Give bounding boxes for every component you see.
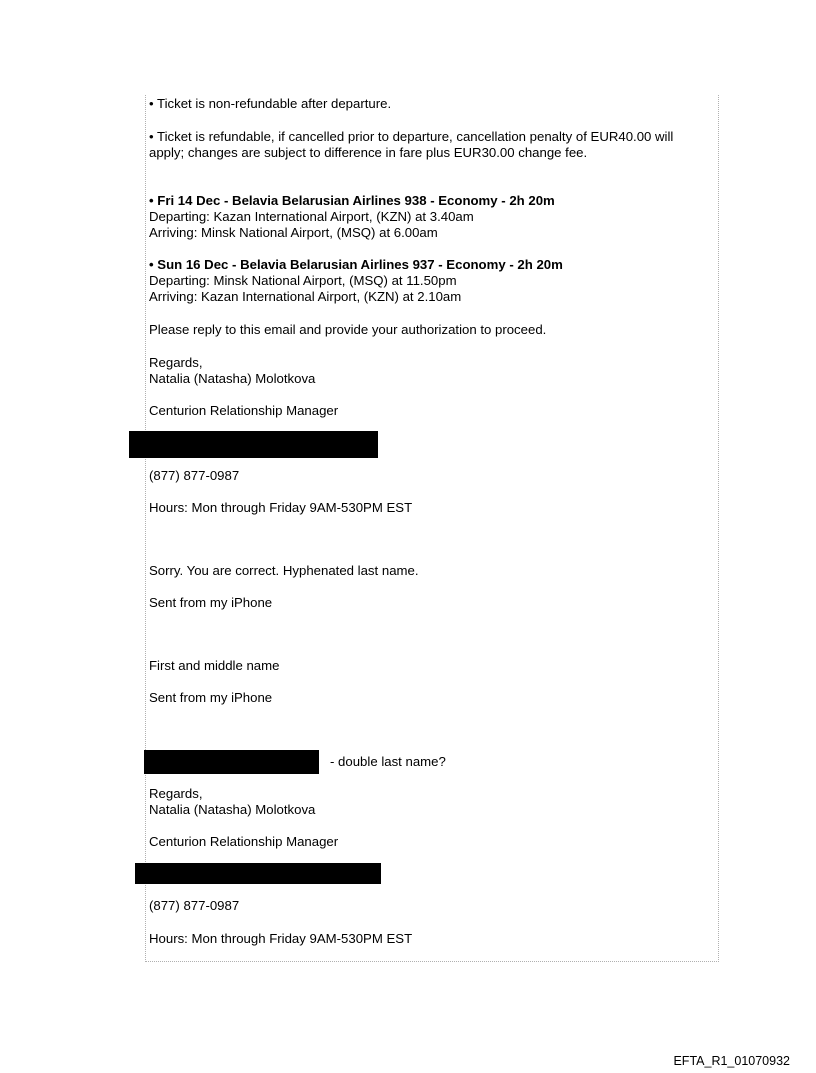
- ticket-refundable-term-line1: • Ticket is refundable, if cancelled prior to departure, cancellation penalty of EUR40.00 will: [149, 129, 674, 144]
- reply-2-sent-from: Sent from my iPhone: [149, 690, 273, 705]
- redaction-block: [135, 863, 381, 884]
- signature-2-name: Natalia (Natasha) Molotkova: [149, 802, 316, 817]
- ticket-refundable-term-line2: apply; changes are subject to difference in fare plus EUR30.00 change fee.: [149, 145, 588, 160]
- flight-1-title: • Fri 14 Dec - Belavia Belarusian Airlines 938 - Economy - 2h 20m: [149, 193, 555, 208]
- signature-1-name: Natalia (Natasha) Molotkova: [149, 371, 316, 386]
- signature-1-regards: Regards,: [149, 355, 203, 370]
- redaction-block: [129, 431, 378, 458]
- document-id-footer: EFTA_R1_01070932: [673, 1054, 790, 1068]
- signature-1-phone: (877) 877-0987: [149, 468, 240, 483]
- signature-2-hours: Hours: Mon through Friday 9AM-530PM EST: [149, 931, 413, 946]
- flight-2-departing: Departing: Minsk National Airport, (MSQ) at 11.50pm: [149, 273, 457, 288]
- signature-2-phone: (877) 877-0987: [149, 898, 240, 913]
- flight-2-arriving: Arriving: Kazan International Airport, (KZN) at 2.10am: [149, 289, 462, 304]
- flight-2-title: • Sun 16 Dec - Belavia Belarusian Airlines 937 - Economy - 2h 20m: [149, 257, 563, 272]
- signature-1-role: Centurion Relationship Manager: [149, 403, 339, 418]
- flight-1-arriving: Arriving: Minsk National Airport, (MSQ) at 6.00am: [149, 225, 438, 240]
- signature-1-hours: Hours: Mon through Friday 9AM-530PM EST: [149, 500, 413, 515]
- double-last-name-question: - double last name?: [330, 754, 446, 769]
- signature-2-role: Centurion Relationship Manager: [149, 834, 339, 849]
- ticket-nonrefundable-term: • Ticket is non-refundable after departure.: [149, 96, 392, 111]
- authorization-request: Please reply to this email and provide your authorization to proceed.: [149, 322, 547, 337]
- reply-2-text: First and middle name: [149, 658, 280, 673]
- reply-1-sent-from: Sent from my iPhone: [149, 595, 273, 610]
- redaction-block: [144, 750, 319, 774]
- reply-1-text: Sorry. You are correct. Hyphenated last name.: [149, 563, 419, 578]
- flight-1-departing: Departing: Kazan International Airport, (KZN) at 3.40am: [149, 209, 474, 224]
- signature-2-regards: Regards,: [149, 786, 203, 801]
